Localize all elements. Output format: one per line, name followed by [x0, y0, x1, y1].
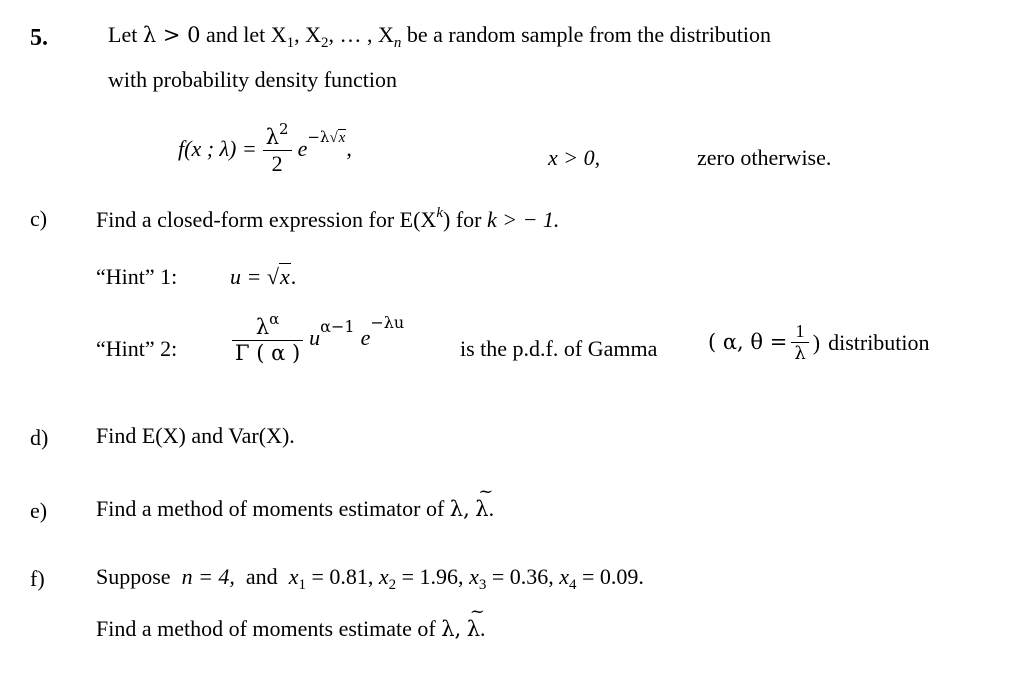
- problem-intro-line2: with probability density function: [108, 67, 398, 92]
- pdf-numerator: $\lambda^2$: [263, 122, 292, 151]
- part-e-label: e): [30, 498, 48, 523]
- hint2-params: ( α, θ = $\frac{1}{\lambda}$ ) distribution: [708, 321, 930, 364]
- part-c-label: c): [30, 206, 48, 231]
- lambda-tilde-f: ~ λ: [467, 619, 480, 640]
- problem-intro-line1: [108, 24, 771, 51]
- lambda-tilde: ~ λ: [475, 499, 488, 520]
- pdf-comma: ,: [346, 135, 352, 161]
- hint2-formula: [232, 312, 404, 364]
- hint2-label: “Hint” 2:: [96, 336, 178, 361]
- intro-lambda-condition: λ > 0: [142, 23, 201, 47]
- part-f-line2: Find a method of moments estimate of λ, ~ λ.: [96, 618, 486, 640]
- hint2-tail: distribution: [828, 329, 930, 355]
- pdf-lhs: f(x ; λ) =: [178, 135, 257, 161]
- hint1-formula: u = √x.: [230, 264, 297, 289]
- part-c-for: for: [455, 207, 482, 232]
- intro-description: be a random sample from the distribution: [406, 22, 772, 47]
- hint2-u-exponent: α−1: [320, 317, 355, 336]
- hint2-e: e: [360, 325, 371, 350]
- part-c-condition: k > − 1.: [486, 207, 560, 232]
- pdf-fraction: [263, 122, 292, 175]
- pdf-exponent: −λ√x: [307, 127, 346, 146]
- intro-and-let: and let: [205, 22, 266, 47]
- hint2-u: u: [309, 325, 321, 350]
- hint2-e-exponent: −λu: [370, 313, 405, 332]
- part-e-statement: Find a method of moments estimator of λ, ~ λ.: [96, 498, 494, 520]
- part-f-label: f): [30, 566, 45, 591]
- problem-number: 5.: [30, 25, 48, 51]
- hint1-label: “Hint” 1:: [96, 264, 178, 289]
- part-d-statement: Find E(X) and Var(X).: [96, 423, 295, 448]
- part-c-text: Find a closed-form expression for: [96, 207, 395, 232]
- sample-sequence: $X_1$, $X_2$, … , $X_n$: [270, 22, 402, 51]
- part-d-label: d): [30, 425, 49, 450]
- pdf-denominator: 2: [271, 151, 283, 176]
- hint2-denominator: Γ ( α ): [235, 341, 301, 365]
- hint2-fraction: [232, 312, 303, 364]
- hint2-numerator: $\lambda^\alpha$: [232, 312, 303, 341]
- part-c-statement: [96, 206, 559, 231]
- part-f-line1: Suppose n = 4, and $x_1 = 0.81$, $x_2 = 1.96$, $x_3 = 0.36$, $x_4 = 0.09$.: [96, 564, 644, 593]
- pdf-exp-base: e: [297, 135, 308, 161]
- pdf-otherwise: zero otherwise.: [697, 145, 832, 170]
- pdf-formula: [178, 122, 352, 175]
- pdf-support: x > 0,: [548, 145, 601, 170]
- intro-let: Let: [108, 22, 138, 47]
- hint2-text: is the p.d.f. of Gamma: [460, 336, 658, 361]
- part-c-expectation: $E(X^k)$: [399, 205, 451, 232]
- hint2-theta-fraction: $\frac{1}{\lambda}$: [791, 322, 808, 363]
